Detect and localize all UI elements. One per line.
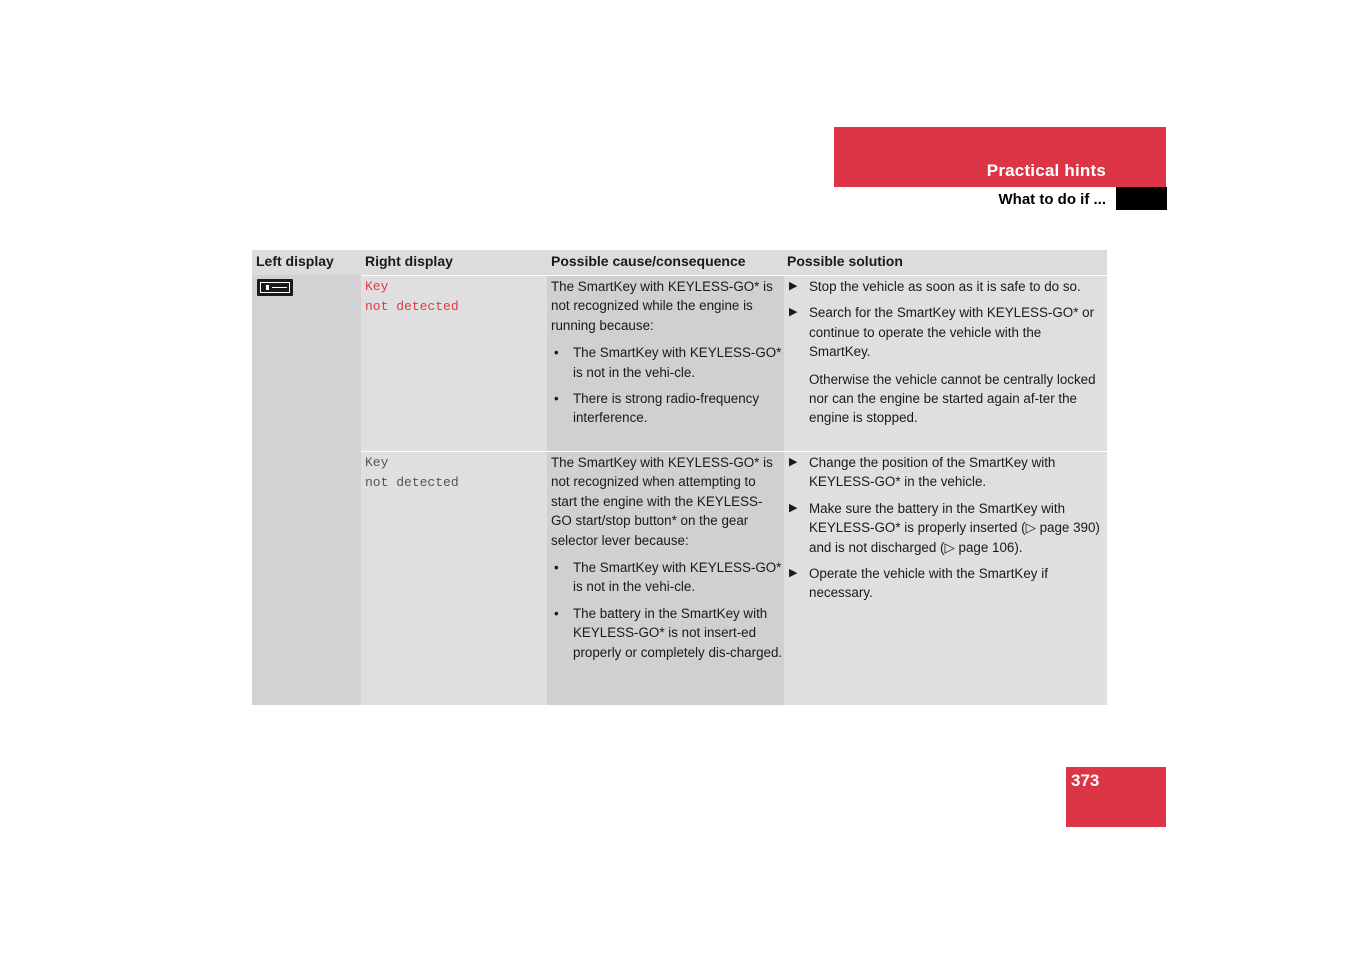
row1-right-display — [365, 277, 543, 316]
row2-display-line2: not detected — [365, 474, 459, 490]
row-divider — [361, 451, 1107, 452]
row2-cause — [551, 453, 783, 669]
row2-cause-bullet: • The SmartKey with KEYLESS-GO* is not in the vehi-cle. — [554, 560, 782, 595]
bullet-icon: • — [554, 345, 559, 361]
bullet-icon: • — [554, 560, 559, 576]
subsection-header — [834, 187, 1116, 210]
row1-cause-intro: The SmartKey with KEYLESS-GO* is not recognized while the engine is running because: — [551, 279, 773, 333]
row1-cause — [551, 277, 783, 435]
row2-cause-intro: The SmartKey with KEYLESS-GO* is not recognized when attempting to start the engine with the KEYLESS-GO start/stop button* on the gear selector lever because: — [551, 455, 773, 548]
subsection-title: What to do if ... — [998, 191, 1106, 208]
row2-display-line1: Key — [365, 455, 389, 470]
row1-solution-step: ▶ Search for the SmartKey with KEYLESS-GO* or continue to operate the vehicle with the SmartKey. Otherwise the vehicle cannot be centrally locked nor can the engine be started again af-ter the engine is stopped. — [787, 303, 1105, 427]
row1-cause-bullet: • There is strong radio-frequency interference. — [554, 391, 760, 426]
row2-solution — [787, 453, 1105, 610]
header-solution: Possible solution — [787, 253, 903, 269]
row1-display-line1: Key — [365, 279, 389, 294]
column-left-display-bg — [252, 250, 361, 705]
row2-cause-bullet: • The battery in the SmartKey with KEYLESS-GO* is not insert-ed properly or completely dis-charged. — [554, 605, 783, 660]
bullet-icon: • — [554, 605, 559, 621]
row1-solution-note: Otherwise the vehicle cannot be centrally locked nor can the engine be started again af-ter the engine is stopped. — [809, 371, 1096, 426]
action-arrow-icon: ▶ — [789, 280, 798, 292]
action-arrow-icon: ▶ — [789, 501, 798, 514]
row1-cause-bullet: • The SmartKey with KEYLESS-GO* is not in the vehi-cle. — [554, 345, 782, 380]
header-right-display: Right display — [365, 253, 453, 269]
row2-solution-step: ▶ Operate the vehicle with the SmartKey if necessary. — [789, 566, 1048, 601]
row2-solution-step: ▶ Make sure the battery in the SmartKey with KEYLESS-GO* is properly inserted (▷ page 390) and is not discharged (▷ page 106). — [789, 500, 1100, 555]
header-left-display: Left display — [256, 253, 334, 269]
header-cause: Possible cause/consequence — [551, 253, 746, 269]
section-header — [834, 127, 1166, 187]
header-divider — [361, 275, 1107, 276]
bullet-icon: • — [554, 391, 559, 407]
smartkey-display-icon — [257, 279, 293, 296]
row1-solution-step: ▶ Stop the vehicle as soon as it is safe to do so. — [787, 277, 1105, 296]
row1-display-line2: not detected — [365, 298, 459, 314]
action-arrow-icon: ▶ — [789, 456, 798, 468]
action-arrow-icon: ▶ — [789, 567, 798, 580]
page-number: 373 — [1071, 771, 1100, 790]
trouble-table — [252, 250, 1107, 705]
row1-solution — [787, 277, 1105, 435]
row2-right-display — [365, 453, 543, 492]
section-title: Practical hints — [986, 161, 1106, 180]
subsection-tab-marker — [1116, 187, 1167, 210]
action-arrow-icon: ▶ — [789, 306, 798, 319]
row2-solution-step: ▶ Change the position of the SmartKey with KEYLESS-GO* in the vehicle. — [789, 455, 1056, 490]
page-number-box — [1066, 767, 1166, 827]
